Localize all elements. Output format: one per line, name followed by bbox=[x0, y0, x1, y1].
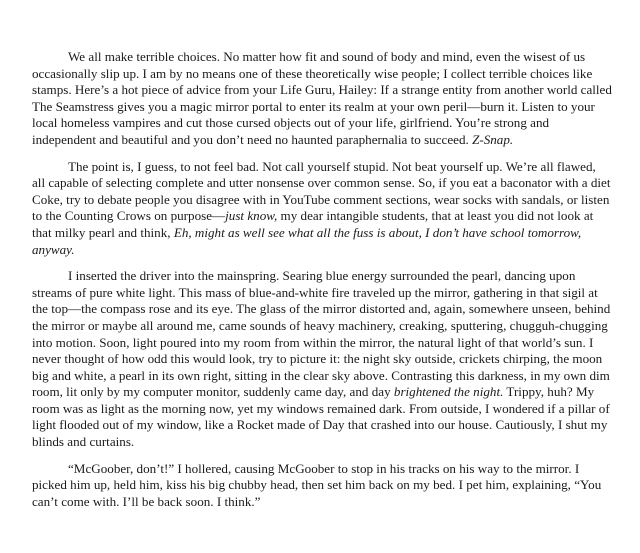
paragraph-text: “McGoober, don’t!” I hollered, causing McGoober to stop in his tracks on his way to the mirror. I picked him up, held him, kiss his big chubby head, then set him back on my bed. I pet him, explaining, “You can’t come with. I’ll be back soon. I think.” bbox=[32, 460, 602, 509]
paragraph bbox=[32, 49, 612, 149]
paragraph bbox=[32, 159, 612, 259]
paragraph-italic-text: Z-Snap. bbox=[472, 131, 514, 147]
paragraph bbox=[32, 461, 612, 511]
paragraph-italic-text: Eh, might as well see what all the fuss is about, I don’t have school tomorrow, anyway. bbox=[32, 224, 582, 257]
document-page bbox=[32, 49, 612, 520]
paragraph-text: We all make terrible choices. No matter how fit and sound of body and mind, even the wisest of us occasionally slip up. I am by no means one of these theoretically wise people; I collect terrible choices like stamps. Here’s a hot piece of advice from your Life Guru, Hailey: If a strange entity from another world called The Seamstress gives you a magic mirror portal to enter its realm at your own peril—burn it. Listen to your local homeless vampires and cut those cursed objects out of your life, girlfriend. You’re strong and independent and beautiful and you don’t need no haunted paraphernalia to succeed. bbox=[32, 49, 612, 147]
paragraph-text: The point is, I guess, to not feel bad. Not call yourself stupid. Not beat yourself up. We’re all flawed, all capable of selecting complete and utter nonsense over common sense. So, if you eat a baconator with a diet Coke, try to debate people you disagree with in YouTube comment sections, wear socks with sandals, or listen to the Counting Crows on purpose— bbox=[32, 158, 611, 224]
paragraph bbox=[32, 268, 612, 451]
paragraph-italic-text: brightened the night. bbox=[393, 384, 504, 400]
paragraph-text: my dear intangible students, that at least you did not look at that milky pearl and think, bbox=[32, 208, 594, 240]
paragraph-text: Trippy, huh? My room was as light as the morning now, yet my windows remained dark. From outside, I wondered if a pillar of light flooded out of my window, like a Rocket made of Day that crashed into our house. Cautiously, I shut my blinds and curtains. bbox=[32, 384, 610, 450]
paragraph-italic-text: just know, bbox=[225, 208, 278, 224]
paragraph-text: I inserted the driver into the mainspring. Searing blue energy surrounded the pearl, dancing upon streams of pure white light. This mass of blue-and-white fire traveled up the mirror, gathering in that sigil at the top—the compass rose and its eye. The glass of the mirror distorted and, again, somewhere unseen, behind the mirror or maybe all around me, came sounds of heavy machinery, creaking, sputtering, chugguh-chugging into motion. Soon, light poured into my room from within the mirror, the natural light of that world’s sun. I never thought of how odd this would look, try to picture it: the night sky outside, crickets chirping, the moon big and white, a pearl in its own right, sitting in the clear sky above. Contrasting this darkness, in my own dim room, lit only by my computer monitor, suddenly came day, and day bbox=[32, 268, 611, 400]
